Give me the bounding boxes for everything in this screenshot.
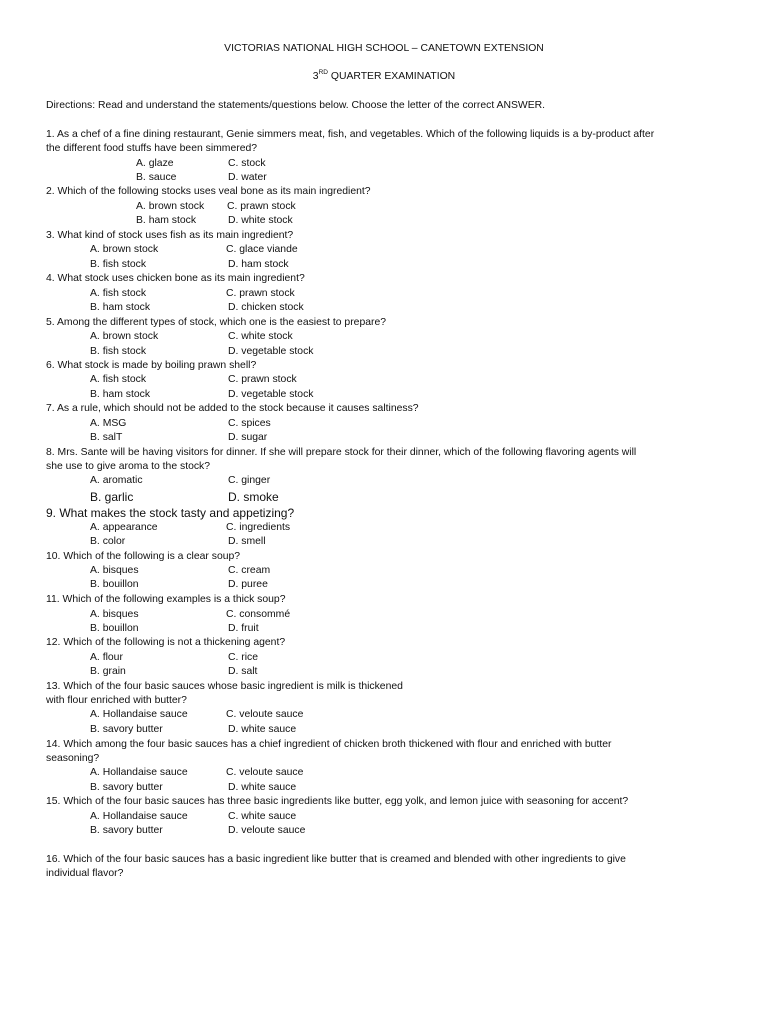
question-13-text: 13. Which of the four basic sauces whose basic ingredient is milk is thickened bbox=[46, 681, 403, 692]
question-15-text: 15. Which of the four basic sauces has three basic ingredients like butter, egg yolk, and lemon juice with seasoning for accent? bbox=[46, 796, 629, 807]
q2-option-d: D. white stock bbox=[228, 215, 293, 226]
q12-option-c: C. rice bbox=[228, 652, 259, 663]
question-2-text: 2. Which of the following stocks uses veal bone as its main ingredient? bbox=[46, 186, 371, 197]
question-6-text: 6. What stock is made by boiling prawn shell? bbox=[46, 360, 257, 371]
q8-option-b: B. garlic bbox=[90, 490, 134, 504]
q9-option-c: C. ingredients bbox=[226, 522, 291, 533]
q6-option-c: C. prawn stock bbox=[228, 374, 297, 385]
q4-option-d: D. chicken stock bbox=[228, 302, 304, 313]
q14-option-a: A. Hollandaise sauce bbox=[90, 767, 188, 778]
question-5-text: 5. Among the different types of stock, which one is the easiest to prepare? bbox=[46, 317, 387, 328]
question-4-text: 4. What stock uses chicken bone as its main ingredient? bbox=[46, 273, 305, 284]
q1-option-c: C. stock bbox=[228, 158, 266, 169]
q1-option-b: B. sauce bbox=[136, 172, 177, 183]
q9-option-d: D. smell bbox=[228, 536, 266, 547]
q5-option-c: C. white stock bbox=[228, 331, 293, 342]
q7-option-a: A. MSG bbox=[90, 418, 127, 429]
q1-option-d: D. water bbox=[228, 172, 267, 183]
q1-option-a: A. glaze bbox=[136, 158, 174, 169]
q7-option-d: D. sugar bbox=[228, 432, 268, 443]
question-8-text: 8. Mrs. Sante will be having visitors for dinner. If she will prepare stock for their dinner, which of the following flavoring agents will bbox=[46, 447, 637, 458]
q12-option-b: B. grain bbox=[90, 666, 126, 677]
q11-option-a: A. bisques bbox=[90, 609, 139, 620]
question-9-text: 9. What makes the stock tasty and appetizing? bbox=[46, 506, 295, 520]
q13-option-b: B. savory butter bbox=[90, 724, 163, 735]
q12-option-d: D. salt bbox=[228, 666, 258, 677]
q12-option-a: A. flour bbox=[90, 652, 123, 663]
q8-option-a: A. aromatic bbox=[90, 475, 143, 486]
q2-option-a: A. brown stock bbox=[136, 201, 205, 212]
q6-option-a: A. fish stock bbox=[90, 374, 147, 385]
q8-option-d: D. smoke bbox=[228, 490, 279, 504]
q3-option-b: B. fish stock bbox=[90, 259, 147, 270]
q3-option-d: D. ham stock bbox=[228, 259, 289, 270]
school-name: VICTORIAS NATIONAL HIGH SCHOOL – CANETOWN EXTENSION bbox=[224, 43, 544, 54]
q7-option-c: C. spices bbox=[228, 418, 271, 429]
q14-option-c: C. veloute sauce bbox=[226, 767, 304, 778]
q15-option-c: C. white sauce bbox=[228, 811, 297, 822]
q4-option-b: B. ham stock bbox=[90, 302, 151, 313]
q9-option-a: A. appearance bbox=[90, 522, 158, 533]
q11-option-b: B. bouillon bbox=[90, 623, 139, 634]
q11-option-c: C. consommé bbox=[226, 609, 291, 620]
q6-option-b: B. ham stock bbox=[90, 389, 151, 400]
q10-option-d: D. puree bbox=[228, 579, 268, 590]
q4-option-a: A. fish stock bbox=[90, 288, 147, 299]
question-13-text-cont: with flour enriched with butter? bbox=[46, 695, 187, 706]
q14-option-b: B. savory butter bbox=[90, 782, 163, 793]
q15-option-d: D. veloute sauce bbox=[228, 825, 306, 836]
q13-option-d: D. white sauce bbox=[228, 724, 297, 735]
q11-option-d: D. fruit bbox=[228, 623, 259, 634]
q10-option-b: B. bouillon bbox=[90, 579, 139, 590]
q4-option-c: C. prawn stock bbox=[226, 288, 295, 299]
q5-option-d: D. vegetable stock bbox=[228, 346, 314, 357]
question-14-text-cont: seasoning? bbox=[46, 753, 100, 764]
q15-option-a: A. Hollandaise sauce bbox=[90, 811, 188, 822]
exam-title: 3RD QUARTER EXAMINATION bbox=[312, 69, 456, 82]
q13-option-a: A. Hollandaise sauce bbox=[90, 709, 188, 720]
question-10-text: 10. Which of the following is a clear soup? bbox=[46, 551, 241, 562]
q3-option-a: A. brown stock bbox=[90, 244, 159, 255]
directions: Directions: Read and understand the statements/questions below. Choose the letter of the correct ANSWER. bbox=[46, 100, 546, 111]
q3-option-c: C. glace viande bbox=[226, 244, 298, 255]
q6-option-d: D. vegetable stock bbox=[228, 389, 314, 400]
q2-option-c: C. prawn stock bbox=[227, 201, 296, 212]
question-1-text-cont: the different food stuffs have been simmered? bbox=[46, 143, 258, 154]
q8-option-c: C. ginger bbox=[228, 475, 271, 486]
question-12-text: 12. Which of the following is not a thickening agent? bbox=[46, 637, 286, 648]
q7-option-b: B. salT bbox=[90, 432, 123, 443]
question-11-text: 11. Which of the following examples is a thick soup? bbox=[46, 594, 286, 605]
question-16-text: 16. Which of the four basic sauces has a basic ingredient like butter that is creamed and blended with other ingredients to give bbox=[46, 854, 626, 865]
q13-option-c: C. veloute sauce bbox=[226, 709, 304, 720]
q15-option-b: B. savory butter bbox=[90, 825, 163, 836]
question-7-text: 7. As a rule, which should not be added to the stock because it causes saltiness? bbox=[46, 403, 419, 414]
question-16-text-cont: individual flavor? bbox=[46, 868, 124, 879]
q9-option-b: B. color bbox=[90, 536, 126, 547]
question-1-text: 1. As a chef of a fine dining restaurant, Genie simmers meat, fish, and vegetables. Which of the following liquids is a by-product after bbox=[46, 129, 655, 140]
question-8-text-cont: she use to give aroma to the stock? bbox=[46, 461, 211, 472]
q14-option-d: D. white sauce bbox=[228, 782, 297, 793]
q5-option-b: B. fish stock bbox=[90, 346, 147, 357]
q10-option-a: A. bisques bbox=[90, 565, 139, 576]
question-3-text: 3. What kind of stock uses fish as its main ingredient? bbox=[46, 230, 294, 241]
q5-option-a: A. brown stock bbox=[90, 331, 159, 342]
q2-option-b: B. ham stock bbox=[136, 215, 197, 226]
q10-option-c: C. cream bbox=[228, 565, 271, 576]
question-14-text: 14. Which among the four basic sauces has a chief ingredient of chicken broth thickened with flour and enriched with butter bbox=[46, 739, 612, 750]
